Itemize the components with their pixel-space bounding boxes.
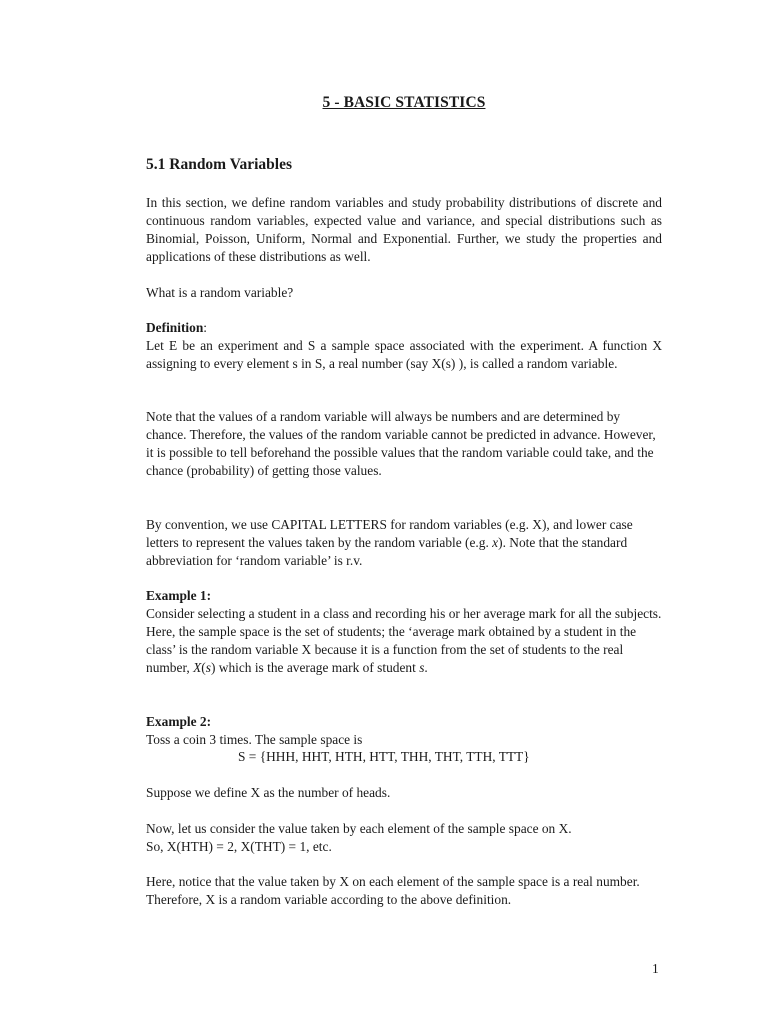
note-values-paragraph: Note that the values of a random variable will always be numbers and are determined by chance. Therefore, the values of the random variable cannot be predicted in advance. However, it is possible to tell beforehand the possible values that the random variable could take, and the chance (probability) of getting those values. (146, 409, 656, 478)
example2-consider-line1: Now, let us consider the value taken by each element of the sample space on X. (146, 821, 572, 836)
example2-line1: Toss a coin 3 times. The sample space is (146, 732, 363, 747)
example2-label: Example 2: (146, 714, 212, 729)
convention-var: x (492, 535, 499, 550)
definition-label-line (146, 319, 662, 337)
section-heading: 5.1 Random Variables (146, 156, 292, 173)
example1-arg2: s (419, 660, 425, 675)
convention-text-2: ). Note that the standard abbreviation for ‘random variable’ is r.v. (146, 535, 628, 568)
convention-paragraph (146, 516, 662, 570)
example1-arg: s (205, 660, 211, 675)
example1-text-1: Consider selecting a student in a class and recording his or her average mark for all the subjects. Here, the sample space is the set of students; the ‘average mark obtained by a student in the class’ is the random variable X because it is a function from the set of students to the real number, (146, 606, 662, 675)
page-number: 1 (652, 961, 659, 976)
intro-paragraph: In this section, we define random variables and study probability distributions of discrete and continuous random variables, expected value and variance, and special distributions such as Binomial, Poisson, Uniform, Normal and Exponential. Further, we study the properties and applications of these distributions as well. (146, 195, 662, 264)
example2-sample-space-line (146, 748, 662, 766)
definition-colon: : (203, 320, 208, 335)
example1-end: . (424, 660, 428, 675)
example2-define: Suppose we define X as the number of heads. (146, 785, 391, 800)
example2-conclusion: Here, notice that the value taken by X on each element of the sample space is a real number. Therefore, X is a random variable according to the above definition. (146, 874, 640, 907)
convention-text-1: By convention, we use CAPITAL LETTERS for random variables (e.g. X), and lower case letters to represent the values taken by the random variable (e.g. (146, 517, 633, 550)
question-paragraph: What is a random variable? (146, 285, 294, 300)
sample-space: S = {HHH, HHT, HTH, HTT, THH, THT, TTH, TTT} (238, 749, 530, 764)
definition-label: Definition (146, 320, 204, 335)
example1-text-2: which is the average mark of student (215, 660, 420, 675)
example1-paren-open: ( (201, 660, 206, 675)
example1-fn: X (193, 660, 202, 675)
example2-consider-line2: So, X(HTH) = 2, X(THT) = 1, etc. (146, 839, 332, 854)
example1-label: Example 1: (146, 588, 212, 603)
example1-paragraph (146, 605, 662, 677)
definition-paragraph: Let E be an experiment and S a sample space associated with the experiment. A function X assigning to every element s in S, a real number (say X(s) ), is called a random variable. (146, 338, 662, 371)
example1-paren-close: ) (210, 660, 216, 675)
page-title: 5 - BASIC STATISTICS (322, 94, 486, 111)
